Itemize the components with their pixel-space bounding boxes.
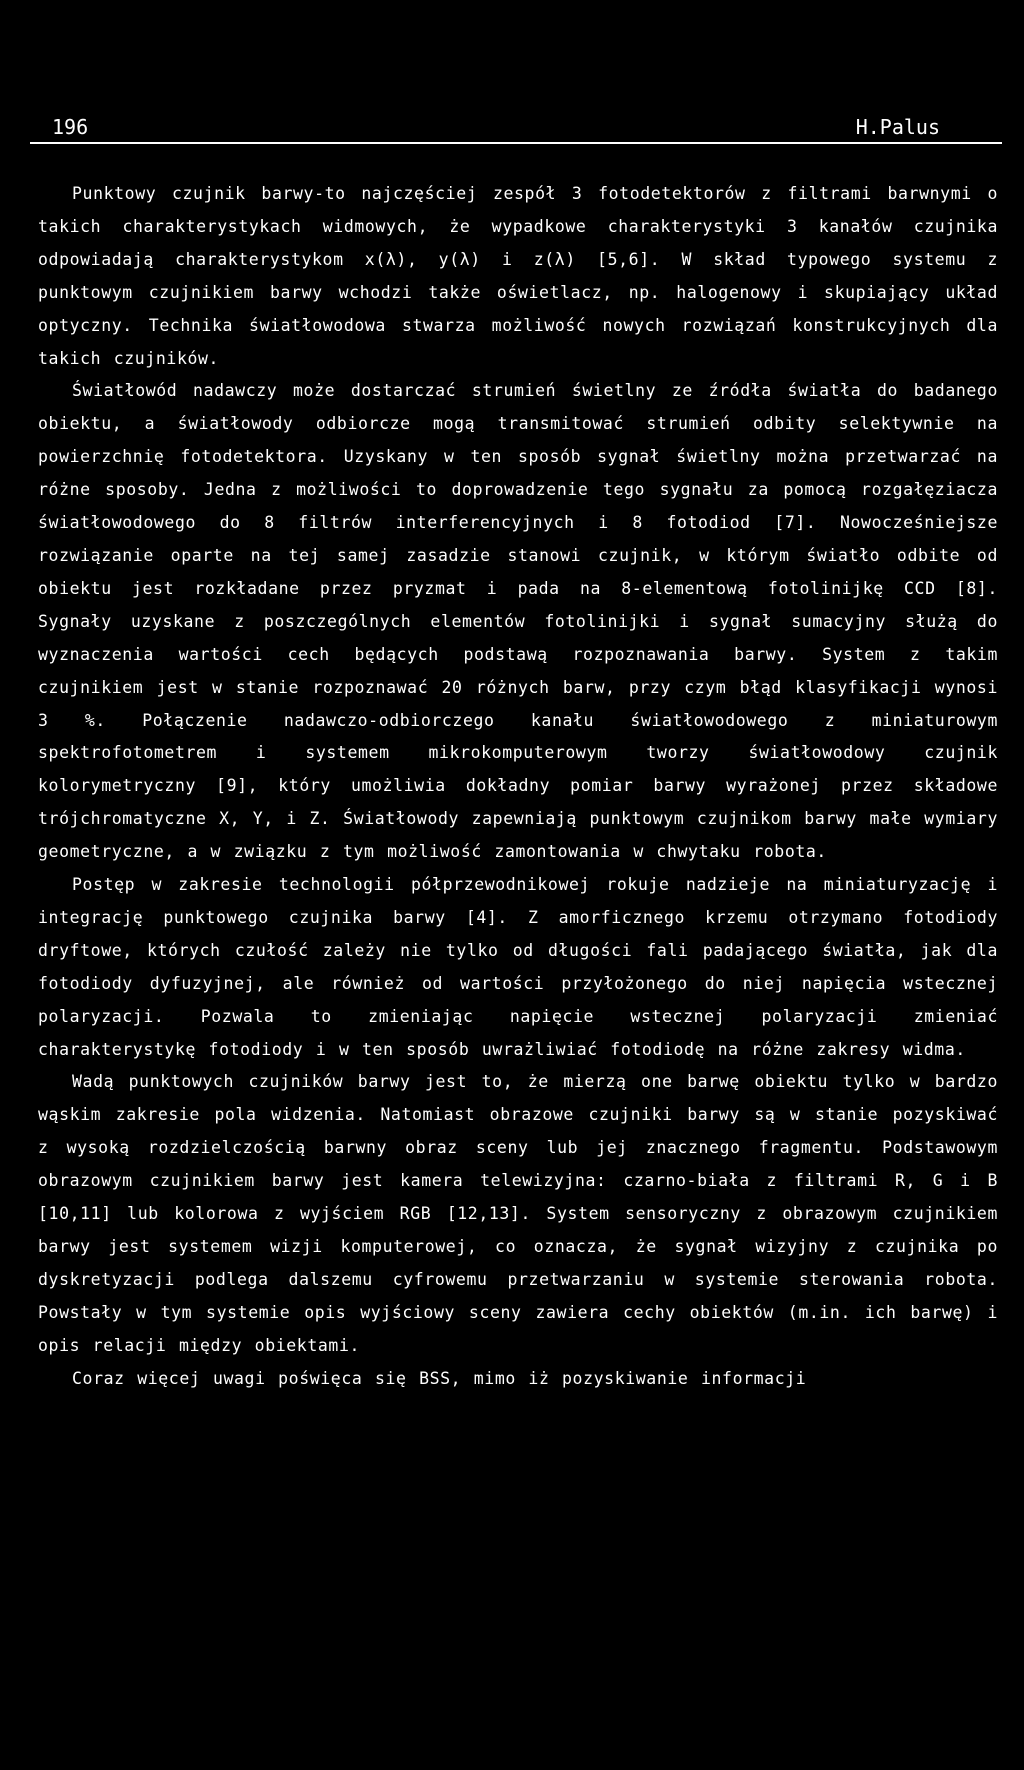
page-header — [30, 112, 1002, 144]
page-number: 196 — [52, 115, 89, 139]
paragraph-semiconductor: Postęp w zakresie technologii półprzewodnikowej rokuje nadzieje na miniaturyzację i integrację punktowego czujnika barwy [4]. Z amorficznego krzemu otrzymano fotodiody dryftowe, których czułość zależy nie tylko od długości fali padającego światła, jak dla fotodiody dyfuzyjnej, ale również od wartości przyłożonego do niej napięcia wstecznej polaryzacji. Pozwala to zmieniając napięcie wstecznej polaryzacji zmieniać charakterystykę fotodiody i w ten sposób uwrażliwiać fotodiodę na różne zakresy widma. — [38, 875, 998, 1059]
paragraph-fiber-optic: Światłowód nadawczy może dostarczać strumień świetlny ze źródła światła do badanego obiektu, a światłowody odbiorcze mogą transmitować strumień odbity selektywnie na powierzchnię fotodetektora. Uzyskany w ten sposób sygnał świetlny można przetwarzać na różne sposoby. Jedna z możliwości to doprowadzenie tego sygnału za pomocą rozgałęziacza światłowodowego do 8 filtrów interferencyjnych i 8 fotodiod [7]. Nowocześniejsze rozwiązanie oparte na tej samej zasadzie stanowi czujnik, w którym światło odbite od obiektu jest rozkładane przez pryzmat i pada na 8-elementową fotolinijkę CCD [8]. Sygnały uzyskane z poszczególnych elementów fotolinijki i sygnał sumacyjny służą do wyznaczenia wartości cech będących podstawą rozpoznawania barwy. System z takim czujnikiem jest w stanie rozpoznawać 20 różnych barw, przy czym błąd klasyfikacji wynosi 3 %. Połączenie nadawczo-odbiorczego kanału światłowodowego z miniaturowym spektrofotometrem i systemem mikrokomputerowym tworzy światłowodowy czujnik kolorymetryczny [9], który umożliwia dokładny pomiar barwy wyrażonej przez składowe trójchromatyczne X, Y, i Z. Światłowody zapewniają punktowym czujnikom barwy małe wymiary geometryczne, a w związku z tym możliwość zamontowania w chwytaku robota. — [38, 381, 998, 862]
paragraph-bss: Coraz więcej uwagi poświęca się BSS, mimo iż pozyskiwanie informacji — [72, 1368, 807, 1388]
body-text — [38, 178, 998, 1396]
paragraph-point-sensor: Punktowy czujnik barwy-to najczęściej zespół 3 fotodetektorów z filtrami barwnymi o takich charakterystykach widmowych, że wypadkowe charakterystyki 3 kanałów czujnika odpowiadają charakterystykom x(λ), y(λ) i z(λ) [5,6]. W skład typowego systemu z punktowym czujnikiem barwy wchodzi także oświetlacz, np. halogenowy i skupiający układ optyczny. Technika światłowodowa stwarza możliwość nowych rozwiązań konstrukcyjnych dla takich czujników. — [38, 184, 998, 368]
running-author: H.Palus — [855, 115, 940, 139]
paragraph-image-sensors: Wadą punktowych czujników barwy jest to, że mierzą one barwę obiektu tylko w bardzo wąskim zakresie pola widzenia. Natomiast obrazowe czujniki barwy są w stanie pozyskiwać z wysoką rozdzielczością barwny obraz sceny lub jej znacznego fragmentu. Podstawowym obrazowym czujnikiem barwy jest kamera telewizyjna: czarno-biała z filtrami R, G i B [10,11] lub kolorowa z wyjściem RGB [12,13]. System sensoryczny z obrazowym czujnikiem barwy jest systemem wizji komputerowej, co oznacza, że sygnał wizyjny z czujnika po dyskretyzacji podlega dalszemu cyfrowemu przetwarzaniu w systemie sterowania robota. Powstały w tym systemie opis wyjściowy sceny zawiera cechy obiektów (m.in. ich barwę) i opis relacji między obiektami. — [38, 1072, 998, 1355]
